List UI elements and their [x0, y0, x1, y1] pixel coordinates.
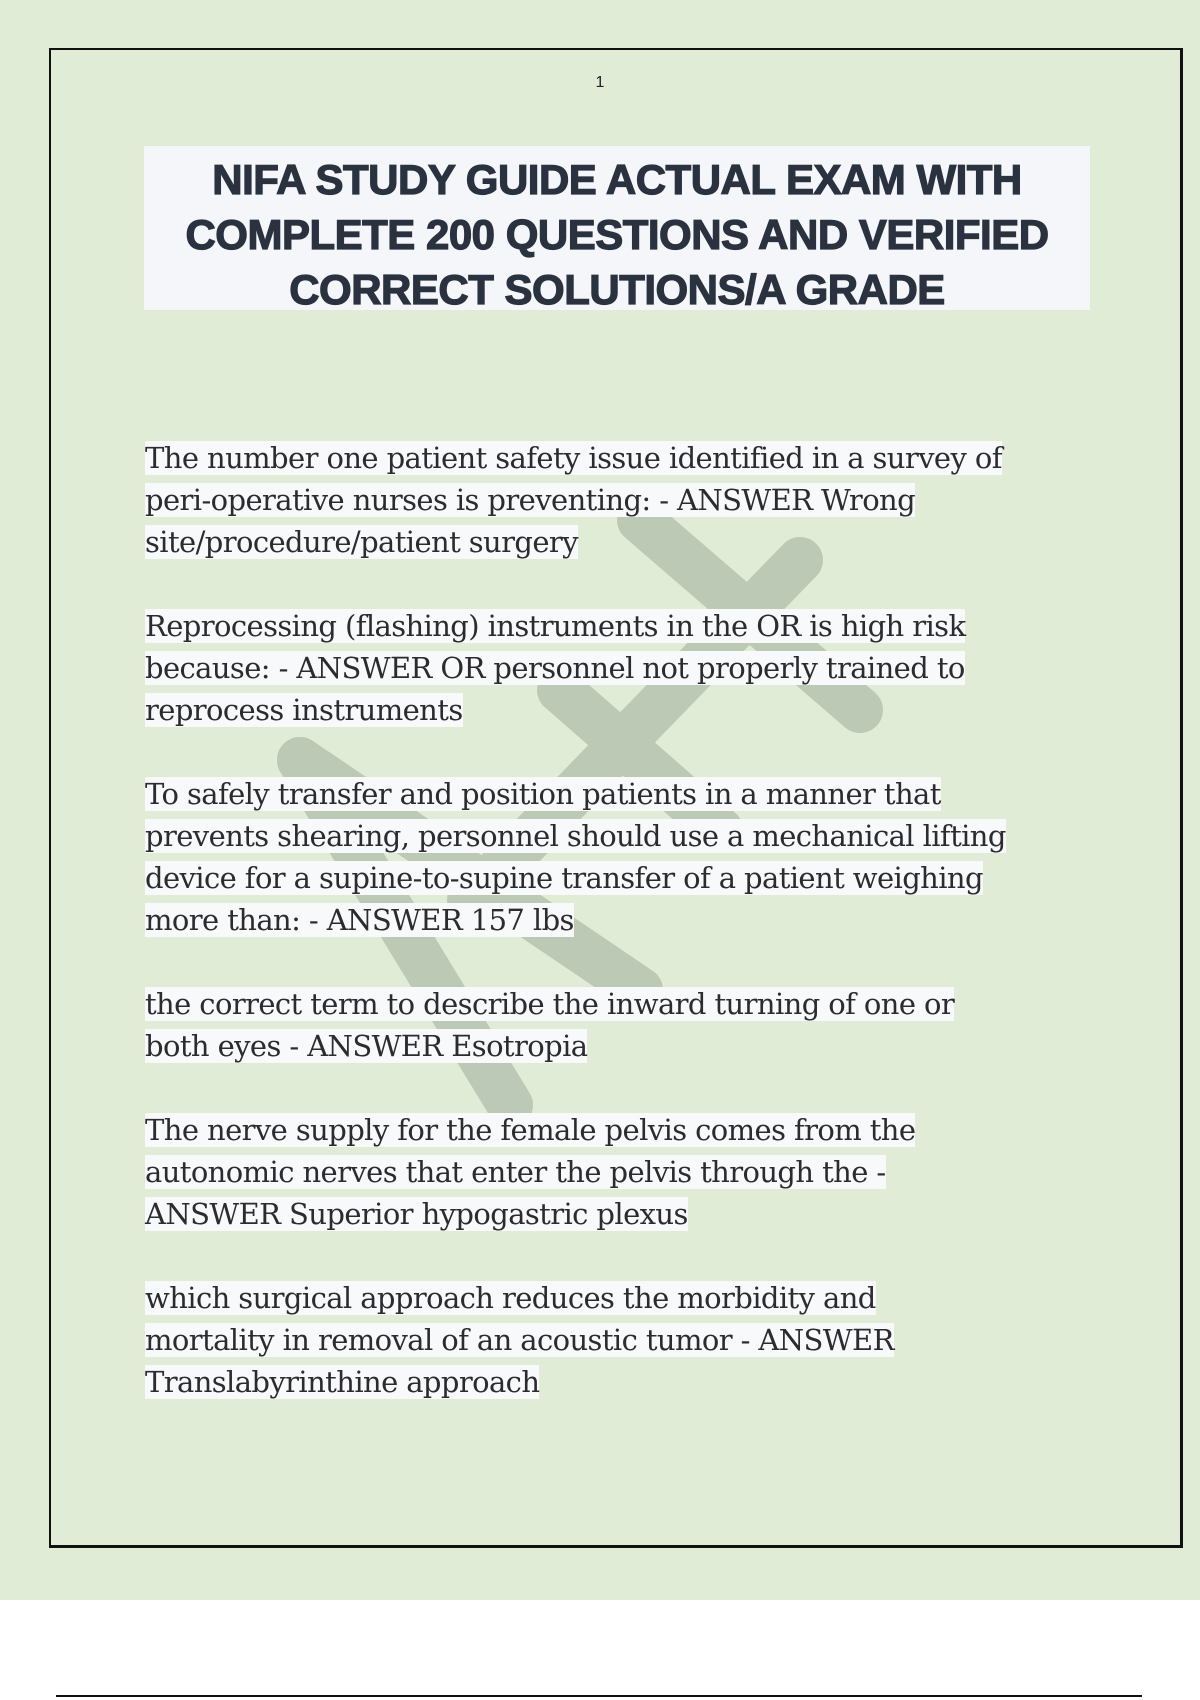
qa-line: peri-operative nurses is preventing: - ANSWER Wrong [145, 483, 916, 517]
qa-line: reprocess instruments [145, 693, 463, 727]
title-line: NIFA STUDY GUIDE ACTUAL EXAM WITH [212, 156, 1022, 203]
qa-line: The number one patient safety issue identified in a survey of [145, 441, 1002, 475]
qa-line: site/procedure/patient surgery [145, 525, 578, 559]
qa-item [145, 437, 1105, 563]
qa-line: prevents shearing, personnel should use a mechanical lifting [145, 819, 1006, 853]
qa-line: Translabyrinthine approach [145, 1365, 540, 1399]
qa-item [145, 1109, 1105, 1235]
qa-line: device for a supine-to-supine transfer of a patient weighing [145, 861, 983, 895]
qa-line: the correct term to describe the inward turning of one or [145, 987, 955, 1021]
qa-list [145, 437, 1105, 1445]
qa-line: ANSWER Superior hypogastric plexus [145, 1197, 688, 1231]
page-number: 1 [595, 74, 605, 91]
title-line: CORRECT SOLUTIONS/A GRADE [289, 266, 945, 313]
qa-line: autonomic nerves that enter the pelvis through the - [145, 1155, 886, 1189]
qa-line: To safely transfer and position patients in a manner that [145, 777, 941, 811]
document-title [144, 146, 1090, 317]
qa-item [145, 773, 1105, 941]
title-line: COMPLETE 200 QUESTIONS AND VERIFIED [185, 211, 1049, 258]
qa-line: which surgical approach reduces the morbidity and [145, 1281, 876, 1315]
qa-line: both eyes - ANSWER Esotropia [145, 1029, 588, 1063]
qa-line: mortality in removal of an acoustic tumor - ANSWER [145, 1323, 894, 1357]
qa-line: Reprocessing (flashing) instruments in the OR is high risk [145, 609, 966, 643]
qa-line: The nerve supply for the female pelvis comes from the [145, 1113, 916, 1147]
qa-item [145, 1277, 1105, 1403]
qa-item [145, 605, 1105, 731]
qa-line: more than: - ANSWER 157 lbs [145, 903, 574, 937]
qa-line: because: - ANSWER OR personnel not properly trained to [145, 651, 965, 685]
qa-item [145, 983, 1105, 1067]
next-page-divider [56, 1695, 1142, 1697]
title-box [144, 146, 1090, 313]
